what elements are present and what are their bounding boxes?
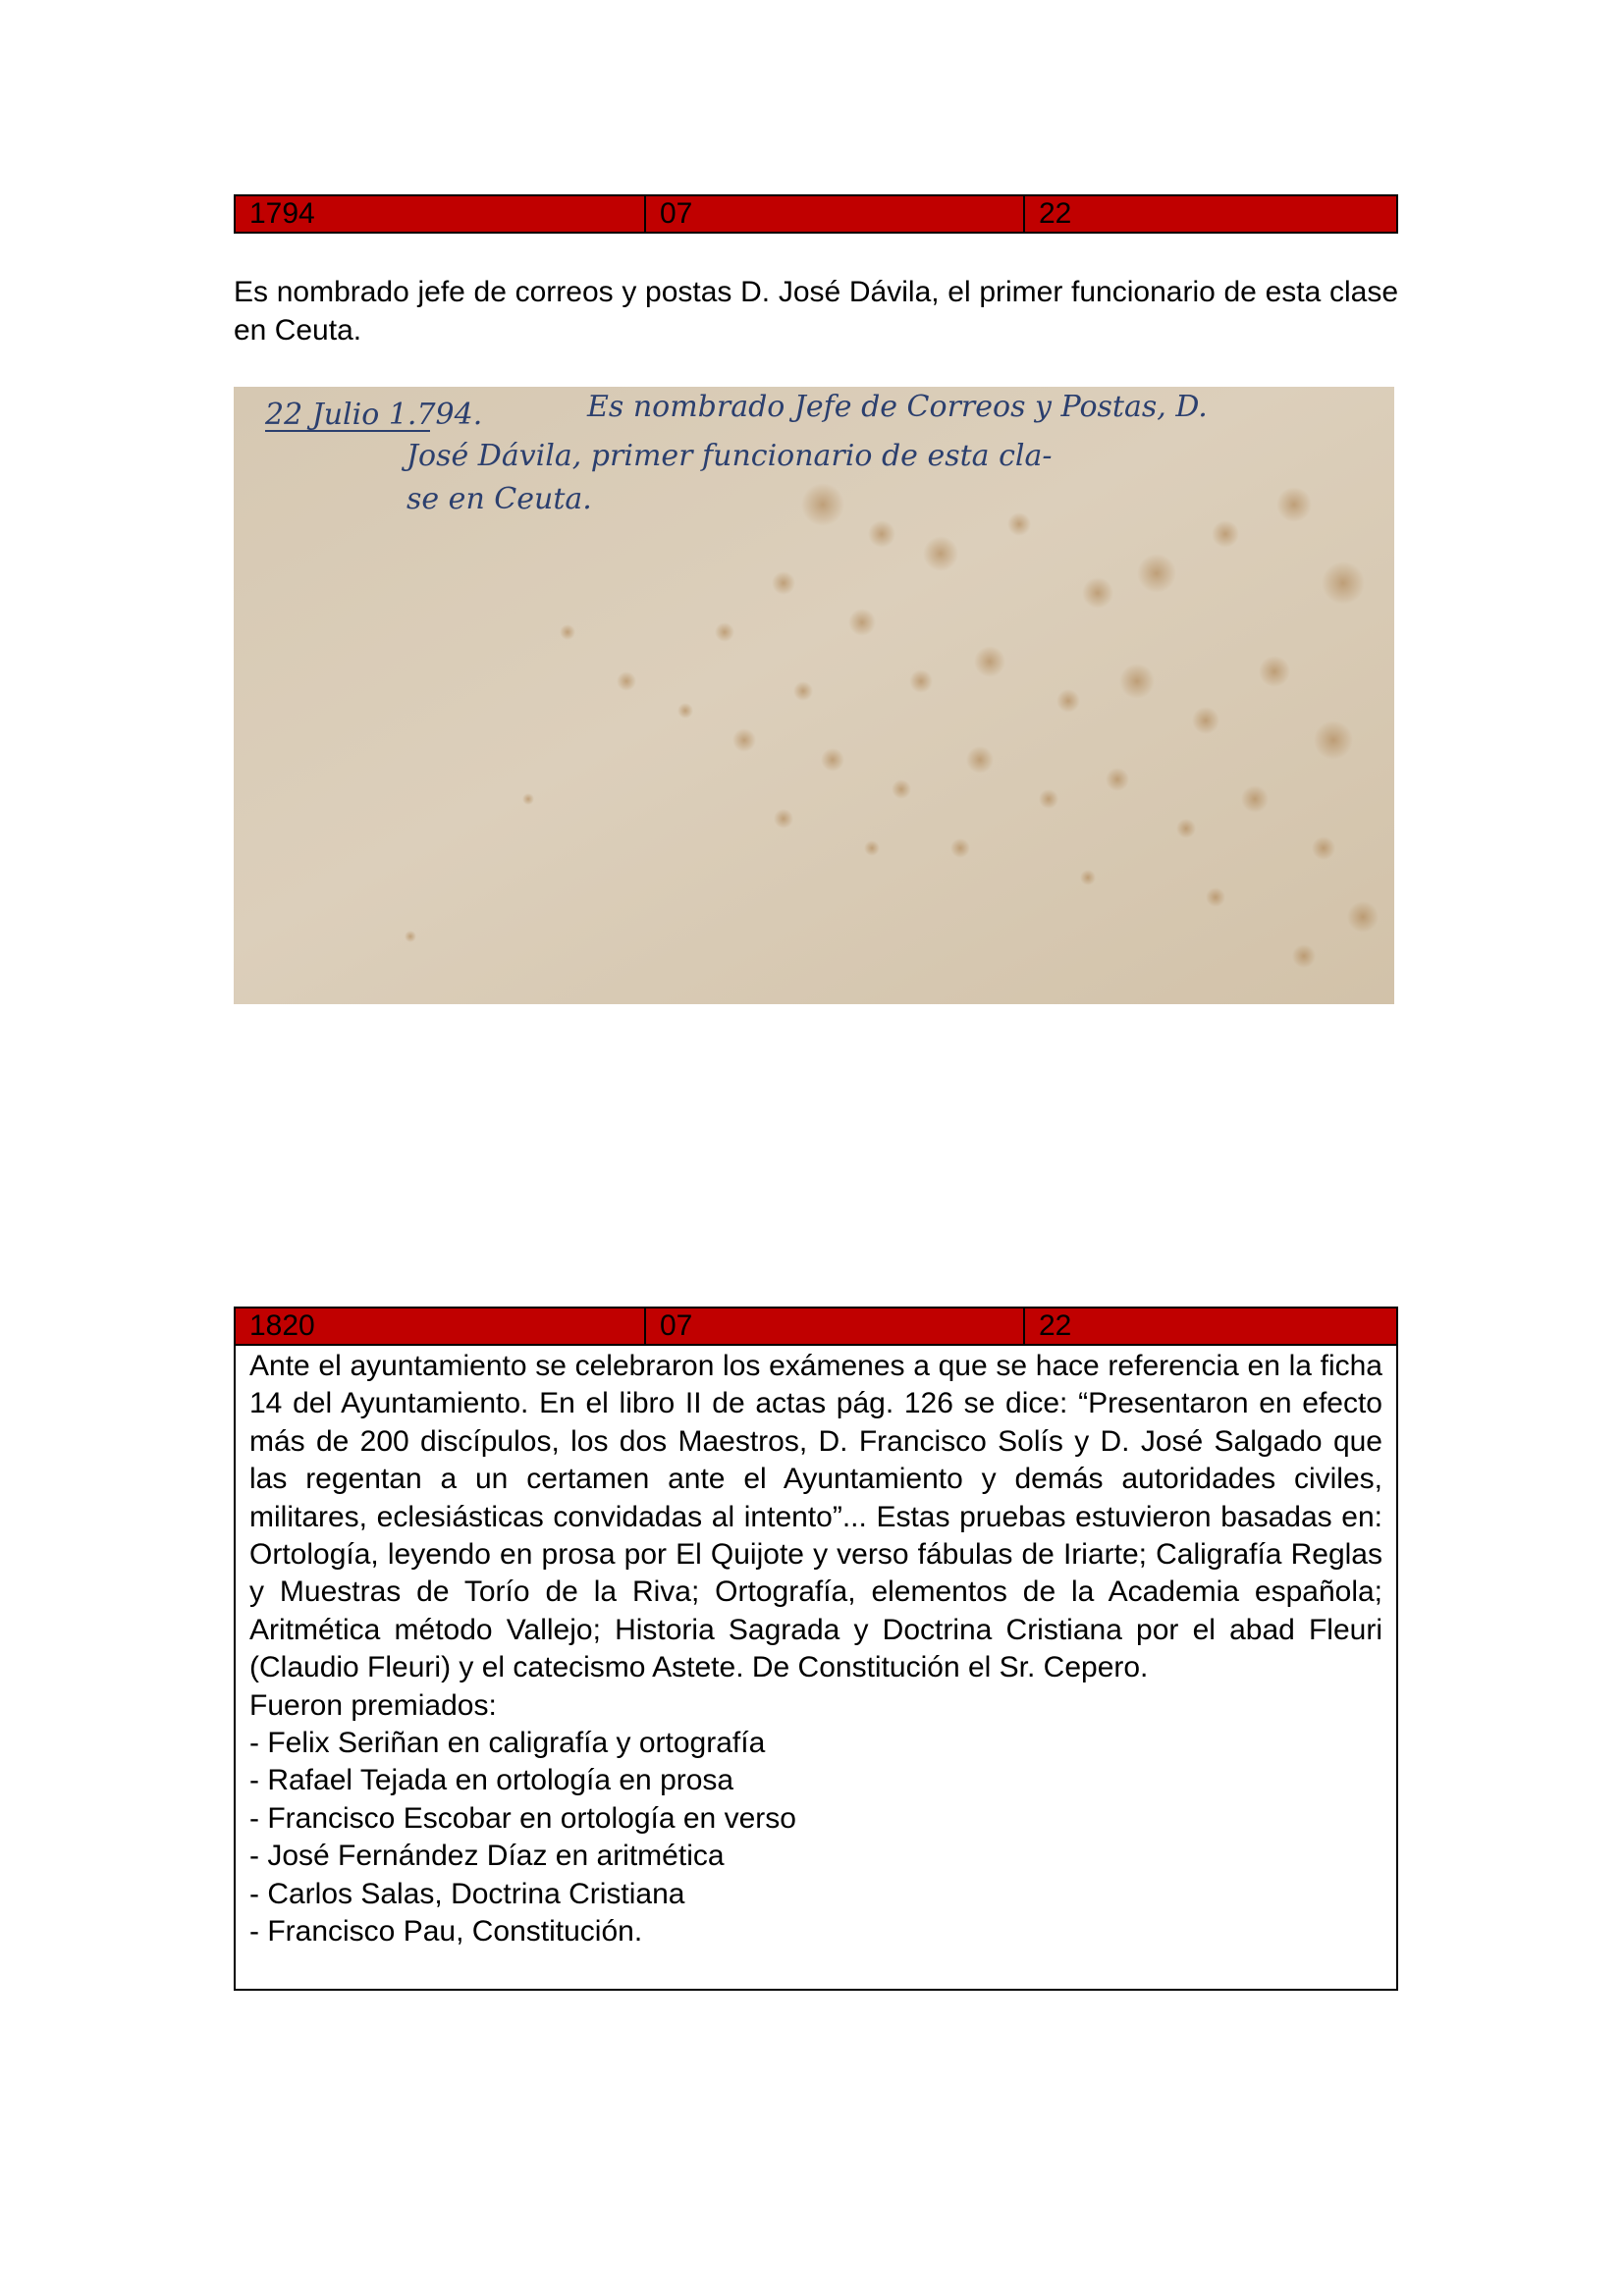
awards-list — [249, 1725, 1382, 1950]
stain-spot — [864, 840, 880, 856]
date-header-1820 — [234, 1307, 1398, 1346]
handwritten-card-photo — [234, 387, 1394, 1004]
stain-spot — [950, 838, 970, 858]
stain-spot — [1119, 664, 1155, 699]
stain-spot — [1192, 707, 1219, 734]
note-line-2: José Dávila, primer funcionario de esta cla- — [406, 439, 1053, 473]
stain-spot — [1080, 870, 1096, 885]
entry-1820-paragraph: Ante el ayuntamiento se celebraron los exámenes a que se hace referencia en la ficha 14 del Ayuntamiento. En el libro II de actas pág. 126 se dice: “Presentaron en efecto más de 200 discípulos, los dos Maestros, D. Francisco Solís y D. José Salgado que las regentan a un certamen ante el Ayuntamiento y demás autoridades civiles, militares, eclesiásticas convidadas al intento”... Estas pruebas estuvieron basadas en: Ortología, leyendo en prosa por El Quijote y verso fábulas de Iriarte; Caligrafía Reglas y Muestras de Torío de la Riva; Ortografía, elementos de la Academia española; Aritmética método Vallejo; Historia Sagrada y Doctrina Cristiana por el abad Fleuri (Claudio Fleuri) y el catecismo Astete. De Constitución el Sr. Cepero. — [249, 1350, 1382, 1684]
stain-spot — [923, 536, 958, 571]
stain-spot — [1276, 487, 1312, 522]
stain-spot — [1039, 789, 1058, 809]
stain-spot — [560, 624, 575, 640]
stain-spot — [1312, 836, 1335, 860]
date-header-1794 — [234, 194, 1398, 234]
stain-spot — [974, 646, 1005, 677]
note-line-3: se en Ceuta. — [406, 482, 592, 516]
stain-spot — [772, 571, 795, 595]
stain-spot — [966, 746, 994, 774]
award-item: - Rafael Tejada en ortología en prosa — [249, 1764, 734, 1797]
year-cell: 1820 — [236, 1308, 646, 1344]
award-item: - Francisco Escobar en ortología en verso — [249, 1801, 796, 1835]
entry-1820-body — [234, 1344, 1398, 1991]
stain-spot — [1292, 944, 1316, 968]
stain-spot — [1206, 887, 1225, 907]
stain-spot — [1106, 768, 1129, 791]
stain-spot — [1347, 901, 1379, 933]
stain-spot — [522, 793, 534, 805]
day-cell: 22 — [1039, 197, 1072, 230]
stain-spot — [1314, 721, 1353, 760]
stain-spot — [821, 748, 844, 772]
day-cell: 22 — [1039, 1309, 1072, 1342]
stain-spot — [677, 703, 693, 719]
month-cell: 07 — [646, 1308, 1025, 1344]
stain-spot — [868, 520, 895, 548]
note-date: 22 Julio 1.794. — [265, 398, 483, 432]
award-item: - Felix Seriñan en caligrafía y ortografía — [249, 1727, 766, 1760]
year-cell: 1794 — [236, 196, 646, 232]
paper-background — [234, 387, 1394, 1004]
stain-spot — [801, 483, 844, 526]
stain-spot — [405, 931, 416, 942]
stain-spot — [1259, 656, 1290, 687]
month-cell: 07 — [646, 196, 1025, 232]
stain-spot — [1082, 577, 1113, 609]
stain-spot — [1176, 819, 1196, 838]
entry-1794-text: Es nombrado jefe de correos y postas D. José Dávila, el primer funcionario de esta clase en Ceuta. — [234, 276, 1398, 347]
award-item: - José Fernández Díaz en aritmética — [249, 1840, 725, 1873]
stain-spot — [1212, 520, 1239, 548]
stain-spot — [774, 809, 793, 828]
stain-spot — [1241, 785, 1269, 813]
stain-spot — [848, 609, 876, 636]
stain-spot — [1322, 561, 1365, 605]
stain-spot — [715, 622, 734, 642]
note-line-1: Es nombrado Jefe de Correos y Postas, D. — [587, 390, 1208, 424]
stain-spot — [793, 681, 813, 701]
awards-intro: Fueron premiados: — [249, 1688, 497, 1722]
award-item: - Francisco Pau, Constitución. — [249, 1915, 643, 1949]
stain-spot — [1137, 554, 1176, 593]
award-item: - Carlos Salas, Doctrina Cristiana — [249, 1877, 685, 1910]
stain-spot — [909, 669, 933, 693]
stain-spot — [732, 728, 756, 752]
stain-spot — [1056, 689, 1080, 713]
stain-spot — [1007, 512, 1031, 536]
stain-spot — [892, 779, 911, 799]
stain-spot — [617, 671, 636, 691]
